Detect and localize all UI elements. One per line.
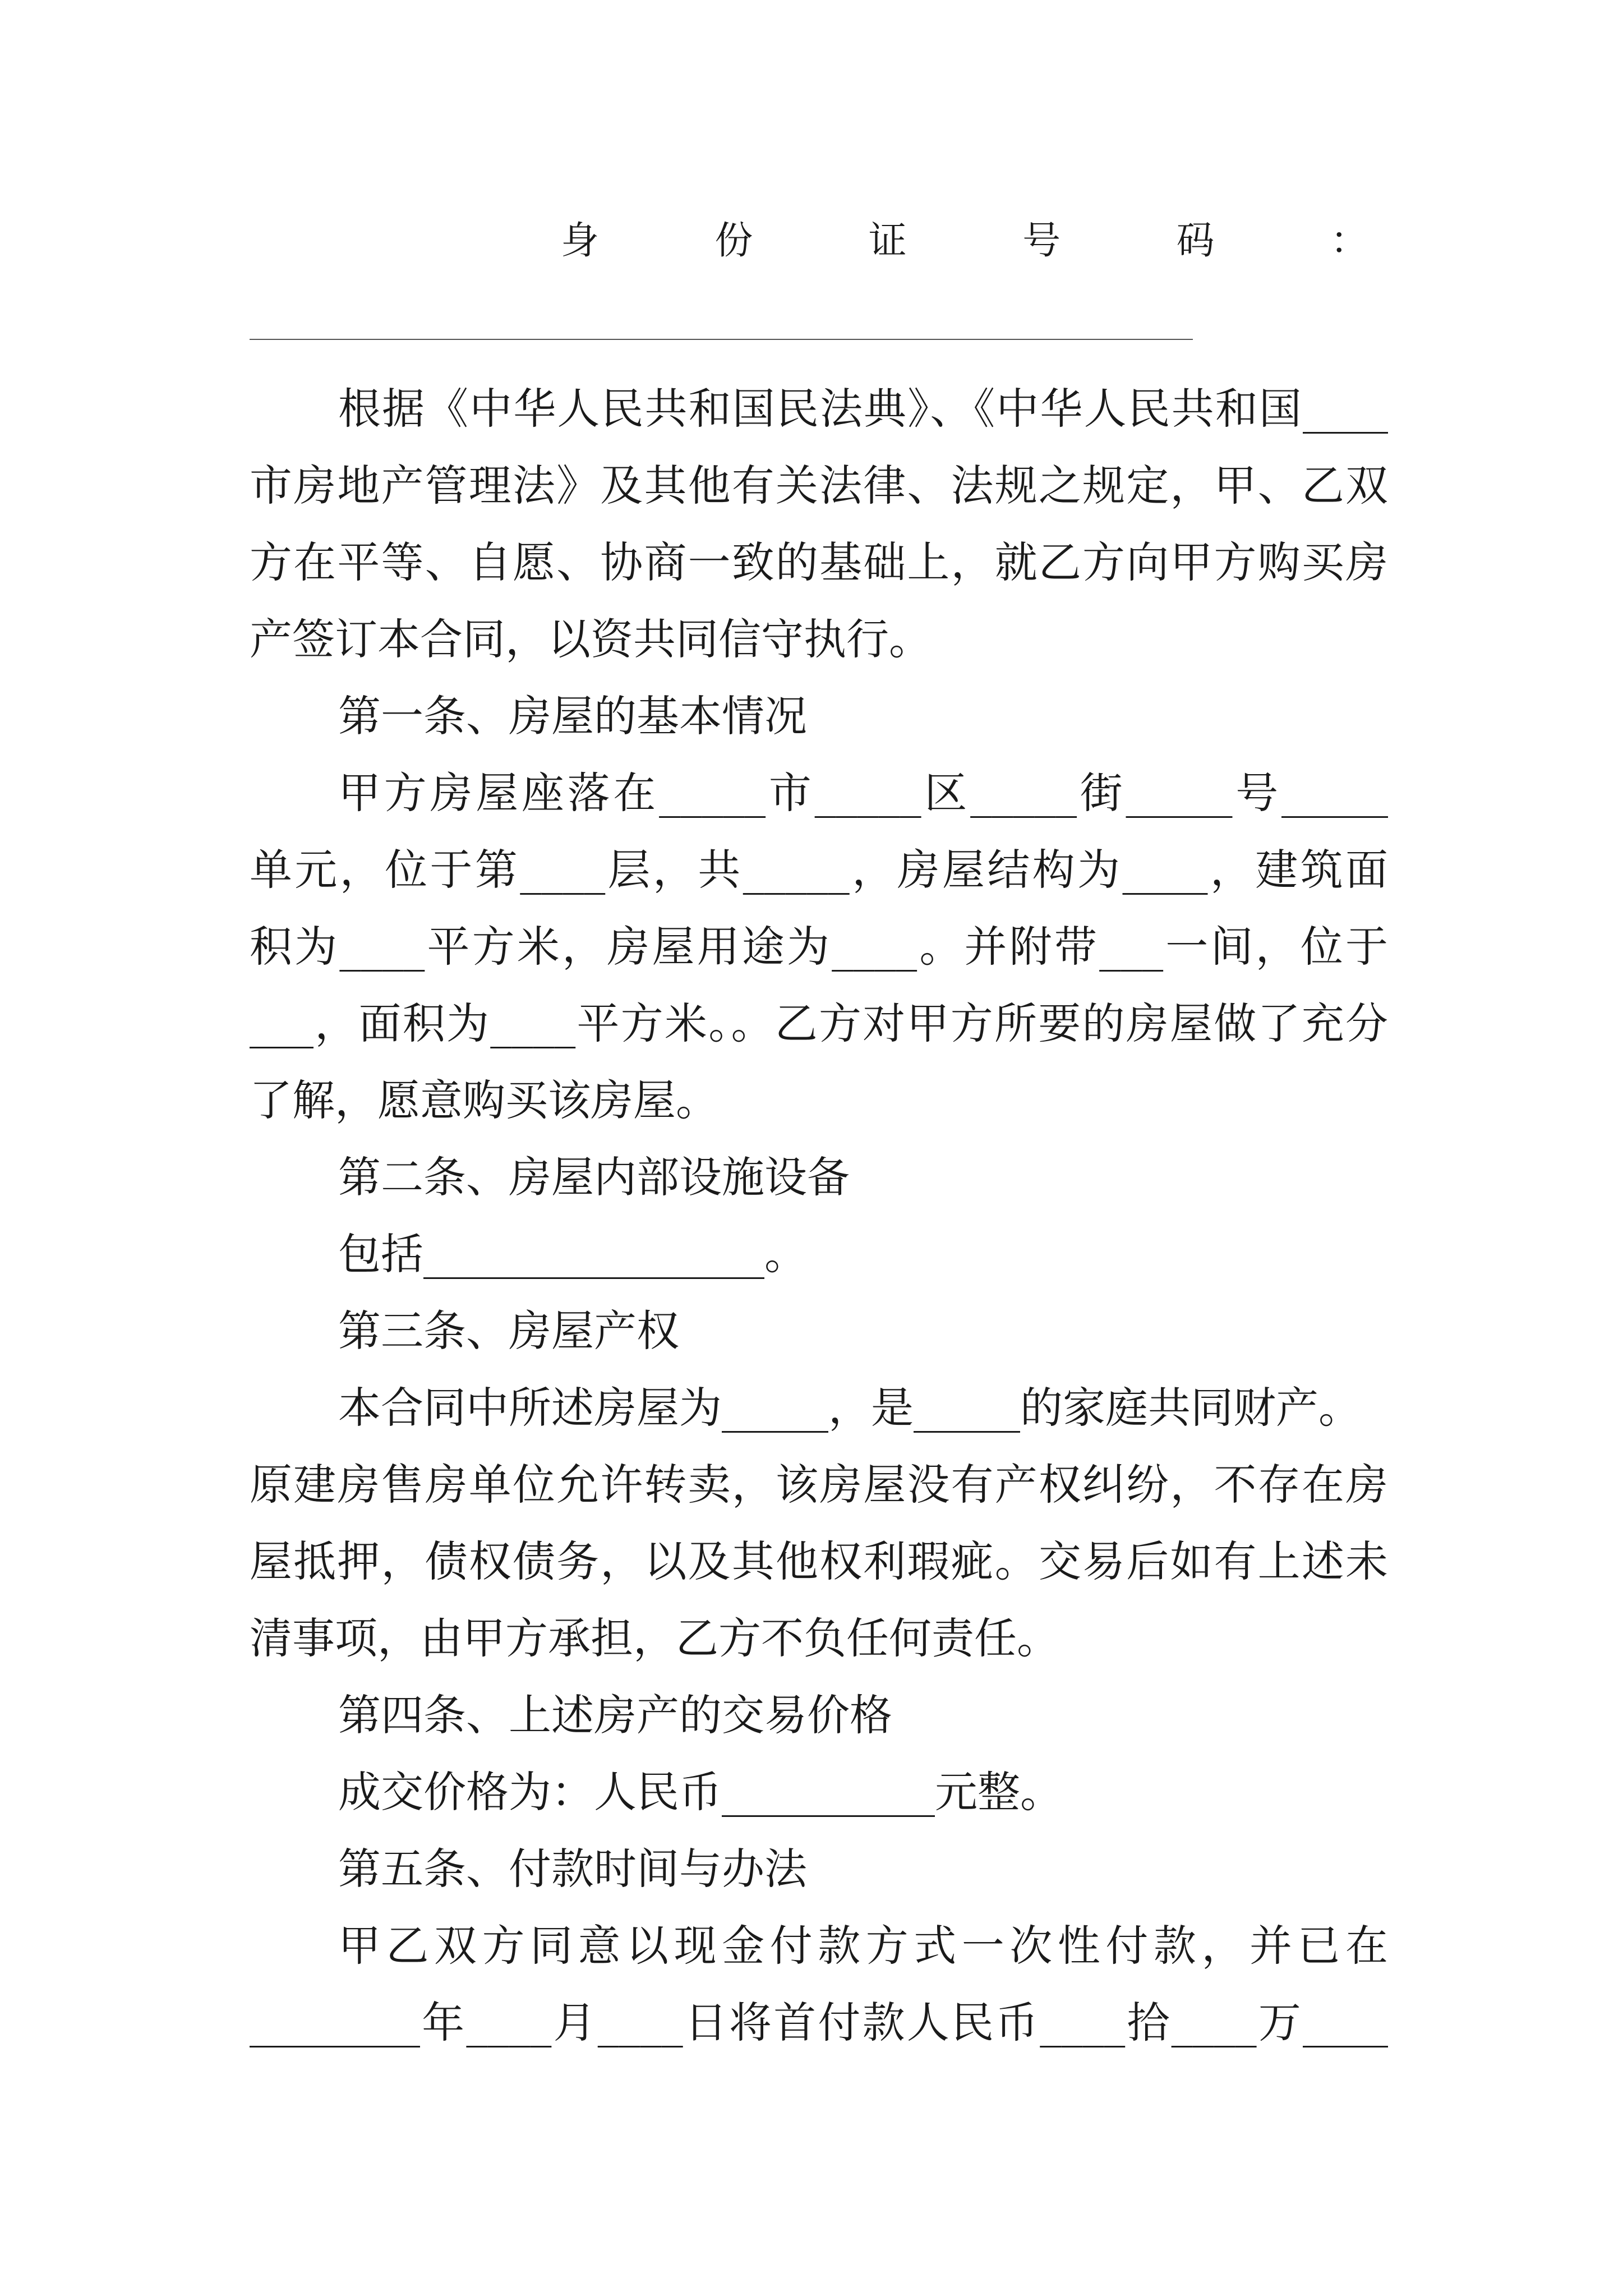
id-number-label <box>561 213 1368 269</box>
article-5-paragraph <box>250 1907 1388 2061</box>
id-label-char: 号 <box>1022 219 1061 263</box>
text-line: 本合同中所述房屋为_____，是_____的家庭共同财产。 <box>338 1383 1361 1433</box>
text-line: 根据《中华人民共和国民法典》、《中华人民共和国____ <box>338 384 1388 434</box>
contract-body <box>250 370 1388 2061</box>
article-4-line: 成交价格为：人民币__________元整。 <box>338 1767 1063 1817</box>
id-label-char: ： <box>1330 219 1368 263</box>
preamble-paragraph <box>250 370 1388 678</box>
text-line: ________年____月____日将首付款人民币____拾____万____ <box>250 1998 1388 2047</box>
article-1-title: 第一条、房屋的基本情况 <box>338 691 807 741</box>
text-line: 了解，愿意购买该房屋。 <box>250 1075 718 1125</box>
article-1-paragraph <box>250 754 1388 1139</box>
text-line: 方在平等、自愿、协商一致的基础上，就乙方向甲方购买房 <box>250 537 1388 587</box>
article-3-title: 第三条、房屋产权 <box>338 1306 679 1356</box>
text-line: 甲方房屋座落在_____市_____区_____街_____号_____ <box>338 768 1388 818</box>
text-line: 单元，位于第____层，共_____，房屋结构为____，建筑面 <box>250 845 1388 895</box>
article-2-line: 包括________________。 <box>338 1229 807 1279</box>
id-label-char: 份 <box>714 219 753 263</box>
article-3-paragraph <box>250 1369 1388 1677</box>
id-label-char: 身 <box>561 219 600 263</box>
text-line: 甲乙双方同意以现金付款方式一次性付款，并已在 <box>338 1921 1388 1971</box>
text-line: 产签订本合同，以资共同信守执行。 <box>250 614 932 664</box>
text-line: 清事项，由甲方承担，乙方不负任何责任。 <box>250 1613 1059 1663</box>
text-line: 屋抵押，债权债务，以及其他权利瑕疵。交易后如有上述未 <box>250 1536 1388 1586</box>
article-4-title: 第四条、上述房产的交易价格 <box>338 1690 892 1740</box>
id-label-char: 码 <box>1176 219 1215 263</box>
id-number-blank-line <box>250 339 1193 340</box>
id-label-char: 证 <box>868 219 907 263</box>
text-line: ___，面积为____平方米。。乙方对甲方所要的房屋做了充分 <box>250 999 1388 1048</box>
article-5-title: 第五条、付款时间与办法 <box>338 1844 807 1894</box>
text-line: 市房地产管理法》及其他有关法律、法规之规定，甲、乙双 <box>250 461 1388 510</box>
text-line: 原建房售房单位允许转卖，该房屋没有产权纠纷，不存在房 <box>250 1460 1388 1510</box>
text-line: 积为____平方米，房屋用途为____。并附带___一间，位于 <box>250 922 1388 972</box>
article-2-title: 第二条、房屋内部设施设备 <box>338 1152 850 1202</box>
